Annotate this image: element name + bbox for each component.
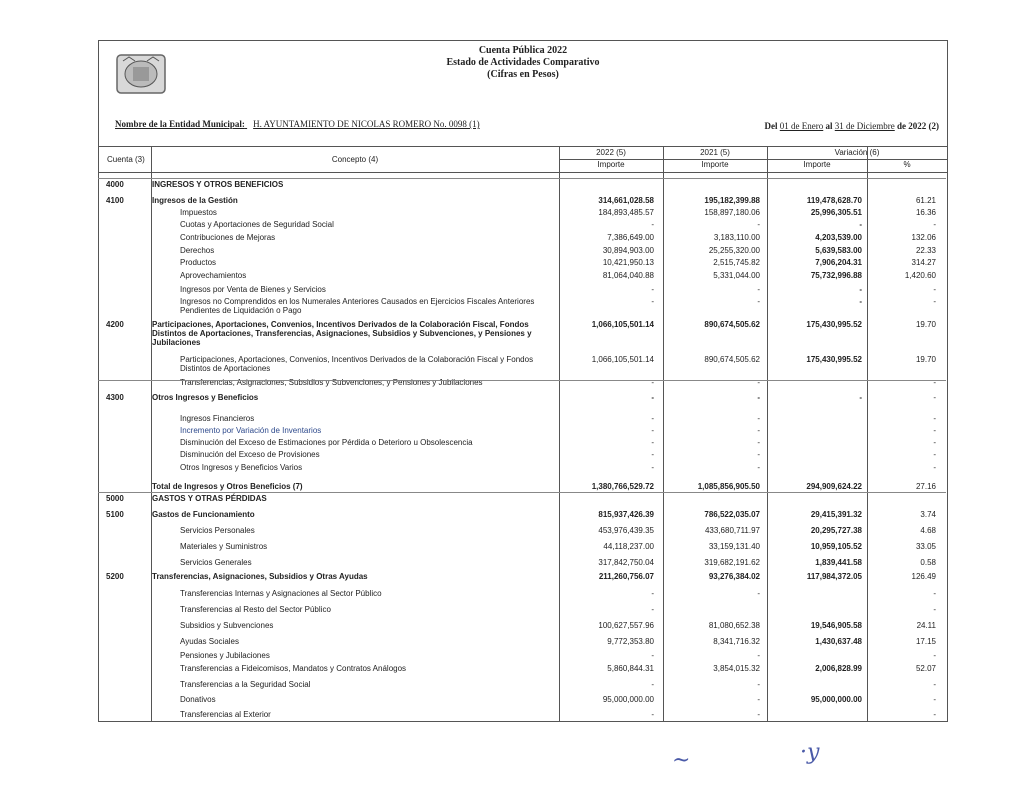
value-variation: 119,478,628.70 bbox=[806, 196, 862, 205]
value-2022: 5,860,844.31 bbox=[607, 664, 654, 673]
value-variation: 19,546,905.58 bbox=[810, 621, 862, 630]
value-pct: 1,420.60 bbox=[904, 271, 936, 280]
concept-text: Servicios Generales bbox=[180, 558, 252, 567]
concept-text: Transferencias, Asignaciones, Subsidios y Otras Ayudas bbox=[152, 572, 368, 581]
period-al: al bbox=[825, 121, 833, 131]
value-pct: - bbox=[933, 710, 936, 719]
value-pct: - bbox=[933, 605, 936, 614]
column-divider bbox=[767, 146, 768, 721]
value-2021: 158,897,180.06 bbox=[704, 208, 760, 217]
value-variation: 7,906,204.31 bbox=[815, 258, 862, 267]
value-2021: - bbox=[757, 220, 760, 229]
value-variation: 117,984,372.05 bbox=[806, 572, 862, 581]
col-var-importe: Importe bbox=[767, 159, 867, 173]
value-2022: 211,260,756.07 bbox=[598, 572, 654, 581]
value-2022: - bbox=[651, 651, 654, 660]
value-pct: 3.74 bbox=[920, 510, 936, 519]
period-end: 31 de Diciembre bbox=[834, 121, 895, 131]
value-2022: 1,066,105,501.14 bbox=[591, 355, 654, 364]
signature-1: ~ bbox=[672, 748, 691, 773]
value-pct: - bbox=[933, 297, 936, 306]
value-2022: 453,976,439.35 bbox=[598, 526, 654, 535]
value-2021: - bbox=[757, 378, 760, 387]
concept-text: Pensiones y Jubilaciones bbox=[180, 651, 270, 660]
value-2022: 184,893,485.57 bbox=[598, 208, 654, 217]
report-header bbox=[99, 41, 947, 147]
concept-text: GASTOS Y OTRAS PÉRDIDAS bbox=[152, 494, 267, 503]
row-divider bbox=[98, 380, 946, 381]
concept-text: Transferencias a Fideicomisos, Mandatos y Contratos Análogos bbox=[180, 664, 407, 673]
col-concepto: Concepto (4) bbox=[331, 155, 379, 164]
col-2022-importe: Importe bbox=[559, 159, 663, 173]
value-variation: 1,839,441.58 bbox=[815, 558, 862, 567]
value-pct: 4.68 bbox=[920, 526, 936, 535]
col-2021-importe: Importe bbox=[663, 159, 767, 173]
value-2021: 786,522,035.07 bbox=[704, 510, 760, 519]
value-variation: - bbox=[859, 220, 862, 229]
value-pct: 17.15 bbox=[915, 637, 936, 646]
value-variation: 5,639,583.00 bbox=[815, 246, 862, 255]
concept-text: Otros Ingresos y Beneficios bbox=[152, 393, 259, 402]
value-2021: 3,854,015.32 bbox=[713, 664, 760, 673]
concept-text: Transferencias, Asignaciones, Subsidios y Subvenciones, y Pensiones y Jubilaciones bbox=[180, 378, 483, 387]
concept-text: Disminución del Exceso de Estimaciones por Pérdida o Deterioro u Obsolescencia bbox=[180, 438, 473, 447]
concept-text: Productos bbox=[180, 258, 217, 267]
value-2022: - bbox=[651, 463, 654, 472]
value-2022: 81,064,040.88 bbox=[602, 271, 654, 280]
value-2022: 1,380,766,529.72 bbox=[591, 482, 654, 491]
value-pct: 61.21 bbox=[915, 196, 936, 205]
value-variation: - bbox=[859, 285, 862, 294]
value-pct: - bbox=[933, 463, 936, 472]
value-pct: 132.06 bbox=[911, 233, 936, 242]
col-var-pct: % bbox=[867, 159, 947, 173]
value-pct: 126.49 bbox=[911, 572, 936, 581]
cuenta-code: 4200 bbox=[106, 320, 124, 329]
value-2022: - bbox=[651, 680, 654, 689]
value-variation: 1,430,637.48 bbox=[815, 637, 862, 646]
value-2022: - bbox=[651, 438, 654, 447]
value-2022: 100,627,557.96 bbox=[598, 621, 654, 630]
value-pct: - bbox=[933, 220, 936, 229]
value-2022: - bbox=[651, 426, 654, 435]
value-2022: - bbox=[651, 297, 654, 306]
value-pct: 27.16 bbox=[915, 482, 936, 491]
value-pct: 19.70 bbox=[915, 355, 936, 364]
title-block bbox=[99, 45, 947, 81]
period-del: Del bbox=[764, 121, 778, 131]
value-2021: 319,682,191.62 bbox=[704, 558, 760, 567]
period-year: de 2022 (2) bbox=[897, 121, 939, 131]
value-pct: - bbox=[933, 414, 936, 423]
concept-text: Participaciones, Aportaciones, Convenios, Incentivos Derivados de la Colaboración Fiscal, Fondos Distintos de Aportaciones, Transferencias, Asignaciones, Subsidios y Subvenciones, y Pensiones y Jubilaciones bbox=[152, 320, 532, 347]
concept-text: Servicios Personales bbox=[180, 526, 255, 535]
value-2022: - bbox=[651, 393, 654, 402]
value-2021: - bbox=[757, 438, 760, 447]
value-2021: 1,085,856,905.50 bbox=[697, 482, 760, 491]
value-2022: - bbox=[651, 589, 654, 598]
concept-text: Transferencias al Exterior bbox=[180, 710, 271, 719]
concept-text: Ingresos Financieros bbox=[180, 414, 255, 423]
concept-text: Ingresos de la Gestión bbox=[152, 196, 238, 205]
concept-text: Subsidios y Subvenciones bbox=[180, 621, 274, 630]
concept-text: Total de Ingresos y Otros Beneficios (7) bbox=[152, 482, 303, 491]
entity-value: H. AYUNTAMIENTO DE NICOLAS ROMERO No. 0098 (1) bbox=[253, 119, 480, 129]
cuenta-code: 4300 bbox=[106, 393, 124, 402]
value-variation: 29,415,391.32 bbox=[810, 510, 862, 519]
value-2022: - bbox=[651, 414, 654, 423]
entity-label: Nombre de la Entidad Municipal: bbox=[115, 119, 245, 129]
value-2022: 44,118,237.00 bbox=[603, 542, 654, 551]
cuenta-code: 5200 bbox=[106, 572, 124, 581]
concept-text: Ingresos no Comprendidos en los Numerales Anteriores Causados en Ejercicios Fiscales Anteriores Pendientes de Liquidación o Pago bbox=[180, 297, 535, 315]
period-range bbox=[765, 121, 939, 131]
row-divider bbox=[98, 178, 946, 179]
value-2021: 433,680,711.97 bbox=[704, 526, 760, 535]
table-header bbox=[99, 146, 947, 173]
value-pct: 314.27 bbox=[911, 258, 936, 267]
value-2021: 2,515,745.82 bbox=[713, 258, 760, 267]
value-2022: 10,421,950.13 bbox=[602, 258, 654, 267]
value-2021: - bbox=[757, 426, 760, 435]
cuenta-code: 4000 bbox=[106, 180, 124, 189]
value-2021: - bbox=[757, 414, 760, 423]
concept-text: Donativos bbox=[180, 695, 216, 704]
value-pct: 24.11 bbox=[916, 621, 936, 630]
concept-text: Ingresos por Venta de Bienes y Servicios bbox=[180, 285, 326, 294]
concept-text: Derechos bbox=[180, 246, 215, 255]
value-variation: 10,959,105.52 bbox=[810, 542, 862, 551]
value-2021: - bbox=[757, 589, 760, 598]
value-2021: 195,182,399.88 bbox=[704, 196, 760, 205]
value-2022: 815,937,426.39 bbox=[598, 510, 654, 519]
concept-text: Ayudas Sociales bbox=[180, 637, 239, 646]
concept-text: Otros Ingresos y Beneficios Varios bbox=[180, 463, 303, 472]
value-pct: - bbox=[933, 651, 936, 660]
concept-text: Materiales y Suministros bbox=[180, 542, 268, 551]
concept-text: Transferencias al Resto del Sector Público bbox=[180, 605, 331, 614]
value-2022: - bbox=[651, 450, 654, 459]
value-2021: 25,255,320.00 bbox=[708, 246, 760, 255]
value-2021: - bbox=[757, 695, 760, 704]
value-2021: - bbox=[757, 285, 760, 294]
concept-text: Transferencias Internas y Asignaciones al Sector Público bbox=[180, 589, 382, 598]
value-2021: 81,080,652.38 bbox=[708, 621, 760, 630]
concept-text: Impuestos bbox=[180, 208, 217, 217]
value-2022: - bbox=[651, 710, 654, 719]
concept-text: Contribuciones de Mejoras bbox=[180, 233, 276, 242]
value-2022: 317,842,750.04 bbox=[598, 558, 654, 567]
value-2021: - bbox=[757, 710, 760, 719]
value-pct: - bbox=[933, 450, 936, 459]
report-title: Cuenta Pública 2022 bbox=[478, 45, 568, 56]
cuenta-code: 5100 bbox=[106, 510, 124, 519]
value-pct: 33.05 bbox=[915, 542, 936, 551]
value-pct: - bbox=[933, 438, 936, 447]
value-pct: - bbox=[933, 695, 936, 704]
value-2022: - bbox=[651, 378, 654, 387]
value-variation: 294,909,624.22 bbox=[806, 482, 862, 491]
value-2022: 7,386,649.00 bbox=[607, 233, 654, 242]
value-pct: - bbox=[933, 589, 936, 598]
report-subtitle: Estado de Actividades Comparativo bbox=[446, 57, 600, 68]
value-pct: 22.33 bbox=[915, 246, 936, 255]
value-pct: 0.58 bbox=[920, 558, 936, 567]
value-2021: 890,674,505.62 bbox=[704, 355, 760, 364]
value-2021: 33,159,131.40 bbox=[708, 542, 760, 551]
row-divider bbox=[98, 492, 946, 493]
concept-text: Participaciones, Aportaciones, Convenios, Incentivos Derivados de la Colaboración Fiscal y Fondos Distintos de Aportaciones bbox=[180, 355, 534, 373]
value-2021: - bbox=[757, 297, 760, 306]
cuenta-code: 4100 bbox=[106, 196, 124, 205]
value-variation: - bbox=[859, 393, 862, 402]
value-pct: - bbox=[933, 680, 936, 689]
value-variation: 2,006,828.99 bbox=[815, 664, 862, 673]
value-pct: - bbox=[933, 285, 936, 294]
value-2021: 8,341,716.32 bbox=[713, 637, 760, 646]
value-variation: 75,732,996.88 bbox=[810, 271, 862, 280]
col-variacion: Variación (6) bbox=[834, 148, 880, 157]
value-2021: - bbox=[757, 450, 760, 459]
value-variation: 175,430,995.52 bbox=[806, 355, 862, 364]
value-2022: 1,066,105,501.14 bbox=[591, 320, 654, 329]
value-2022: - bbox=[651, 285, 654, 294]
value-2021: 3,183,110.00 bbox=[713, 233, 760, 242]
concept-text: Disminución del Exceso de Provisiones bbox=[180, 450, 320, 459]
value-2021: - bbox=[757, 393, 760, 402]
value-variation: 95,000,000.00 bbox=[810, 695, 862, 704]
value-variation: 20,295,727.38 bbox=[810, 526, 862, 535]
value-2021: - bbox=[757, 680, 760, 689]
concept-text: INGRESOS Y OTROS BENEFICIOS bbox=[152, 180, 284, 189]
period-start: 01 de Enero bbox=[779, 121, 824, 131]
entity-name bbox=[115, 119, 480, 129]
value-2022: - bbox=[651, 220, 654, 229]
concept-text: Aprovechamientos bbox=[180, 271, 247, 280]
value-2021: 93,276,384.02 bbox=[708, 572, 760, 581]
value-pct: 52.07 bbox=[915, 664, 936, 673]
col-2022: 2022 (5) bbox=[596, 148, 626, 157]
value-pct: - bbox=[933, 426, 936, 435]
value-2022: 30,894,903.00 bbox=[602, 246, 654, 255]
value-pct: - bbox=[933, 378, 936, 387]
cuenta-code: 5000 bbox=[106, 494, 124, 503]
value-2022: - bbox=[651, 605, 654, 614]
value-2021: - bbox=[757, 463, 760, 472]
col-2021: 2021 (5) bbox=[700, 148, 730, 157]
value-2021: - bbox=[757, 651, 760, 660]
concept-text: Cuotas y Aportaciones de Seguridad Social bbox=[180, 220, 334, 229]
value-2022: 314,661,028.58 bbox=[598, 196, 654, 205]
value-2021: 5,331,044.00 bbox=[713, 271, 760, 280]
value-pct: 19.70 bbox=[915, 320, 936, 329]
value-2022: 95,000,000.00 bbox=[602, 695, 654, 704]
concept-text: Incremento por Variación de Inventarios bbox=[180, 426, 322, 435]
value-variation: 175,430,995.52 bbox=[806, 320, 862, 329]
value-2021: 890,674,505.62 bbox=[704, 320, 760, 329]
signature-2: ·y bbox=[800, 740, 820, 765]
value-pct: 16.36 bbox=[915, 208, 936, 217]
value-2022: 9,772,353.80 bbox=[607, 637, 654, 646]
value-variation: - bbox=[859, 297, 862, 306]
value-variation: 4,203,539.00 bbox=[815, 233, 862, 242]
concept-text: Gastos de Funcionamiento bbox=[152, 510, 255, 519]
report-units: (Cifras en Pesos) bbox=[487, 69, 559, 80]
concept-text: Transferencias a la Seguridad Social bbox=[180, 680, 311, 689]
value-variation: 25,996,305.51 bbox=[810, 208, 862, 217]
value-pct: - bbox=[933, 393, 936, 402]
col-cuenta: Cuenta (3) bbox=[107, 155, 145, 164]
